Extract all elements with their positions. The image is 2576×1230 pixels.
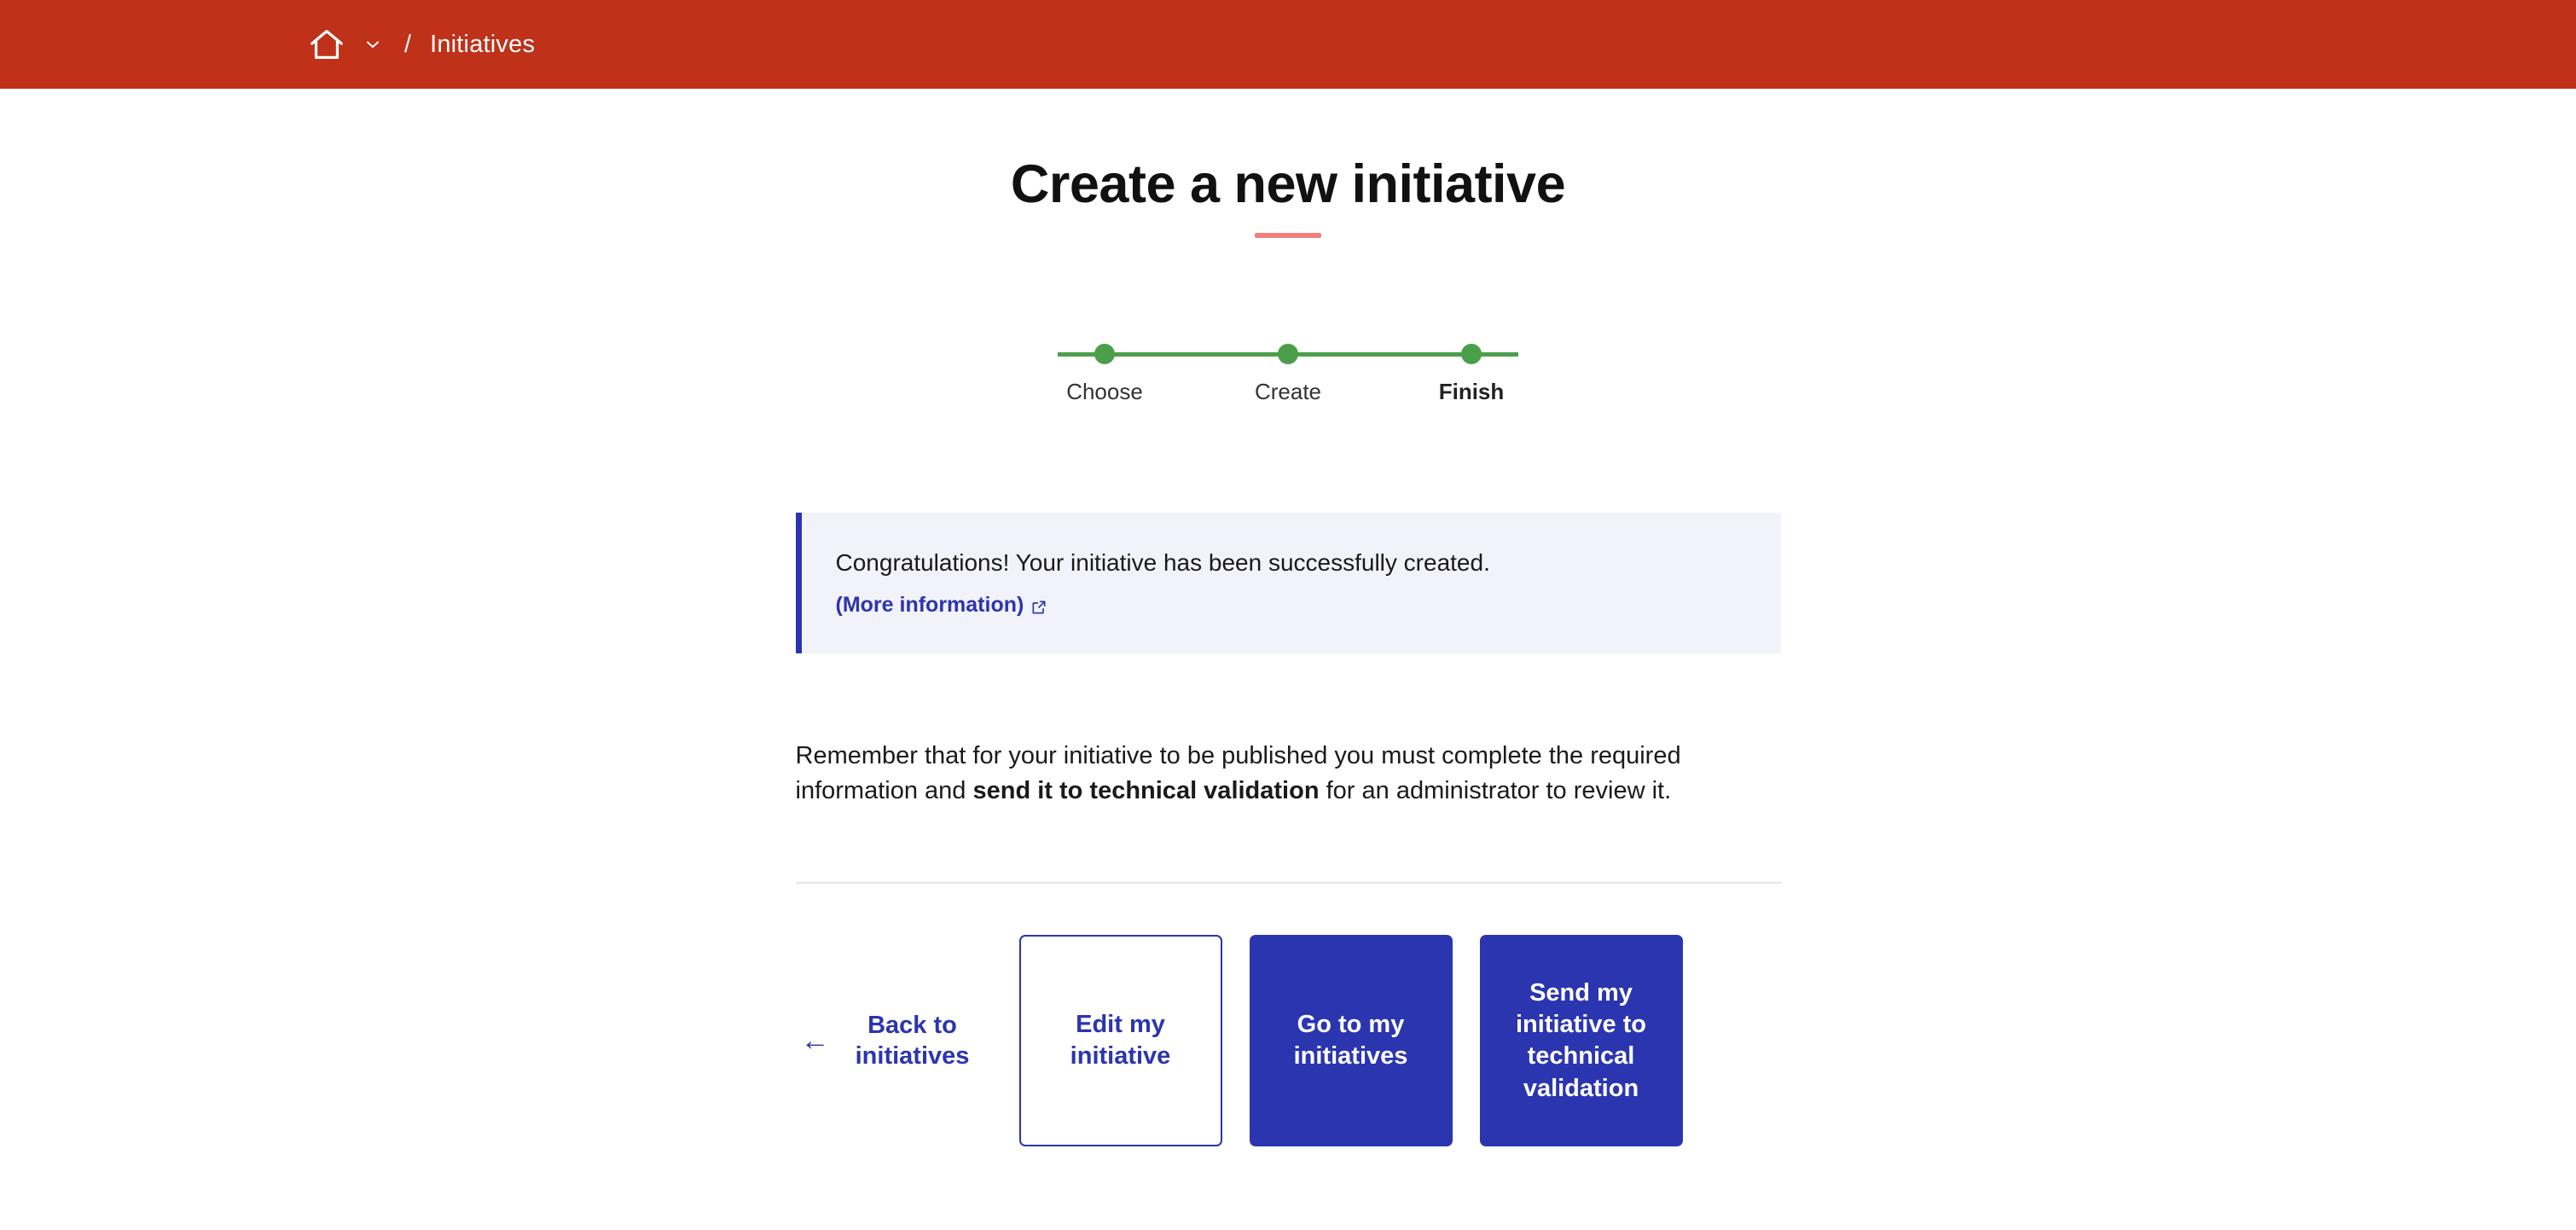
success-callout [796, 513, 1781, 653]
go-to-my-initiatives-label: Go to my initiatives [1293, 1011, 1408, 1070]
edit-my-initiative-label: Edit my initiative [1070, 1011, 1171, 1070]
stepper-step-finish [1390, 337, 1552, 405]
progress-stepper [1024, 337, 1552, 405]
section-divider [796, 882, 1781, 884]
top-navigation-bar [0, 0, 2576, 89]
title-underline [1255, 233, 1321, 238]
chevron-down-icon[interactable] [362, 33, 384, 55]
send-to-technical-validation-label: Send my initiative to technical validation [1515, 979, 1647, 1102]
step-dot-choose [1094, 344, 1115, 364]
breadcrumb-current[interactable]: Initiatives [430, 30, 536, 58]
send-to-technical-validation-button[interactable] [1480, 935, 1683, 1146]
go-to-my-initiatives-button[interactable] [1250, 935, 1453, 1146]
back-to-initiatives-button[interactable] [796, 935, 992, 1146]
step-dot-finish [1461, 344, 1482, 364]
stepper-step-choose [1024, 337, 1186, 405]
main-content [796, 513, 1781, 1146]
publication-note-part1: Remember that for your initiative to be published you must complete the required information and [795, 742, 1681, 805]
arrow-left-icon: ← [800, 1024, 830, 1058]
external-link-icon [1030, 597, 1047, 614]
page-title: Create a new initiative [1010, 154, 1566, 214]
publication-note-bold: send it to technical validation [972, 777, 1320, 805]
breadcrumb-separator: / [404, 30, 412, 58]
more-information-label: (More information) [835, 593, 1024, 618]
home-icon[interactable] [307, 25, 346, 64]
step-dot-create [1278, 344, 1298, 364]
action-buttons [796, 935, 1781, 1146]
step-label-create: Create [1254, 379, 1322, 405]
publication-note-part2: for an administrator to review it. [1319, 777, 1672, 805]
publication-note [796, 739, 1751, 809]
page-title-wrap [0, 155, 2576, 238]
edit-my-initiative-button[interactable] [1019, 935, 1222, 1146]
more-information-link[interactable] [836, 593, 1048, 618]
success-message: Congratulations! Your initiative has been successfully created. [835, 549, 1490, 577]
back-to-initiatives-label: Back to initiatives [855, 1012, 970, 1070]
page-body [0, 155, 2576, 1146]
stepper-step-create [1207, 337, 1369, 405]
step-label-choose: Choose [1066, 379, 1143, 405]
step-label-finish: Finish [1438, 379, 1505, 405]
